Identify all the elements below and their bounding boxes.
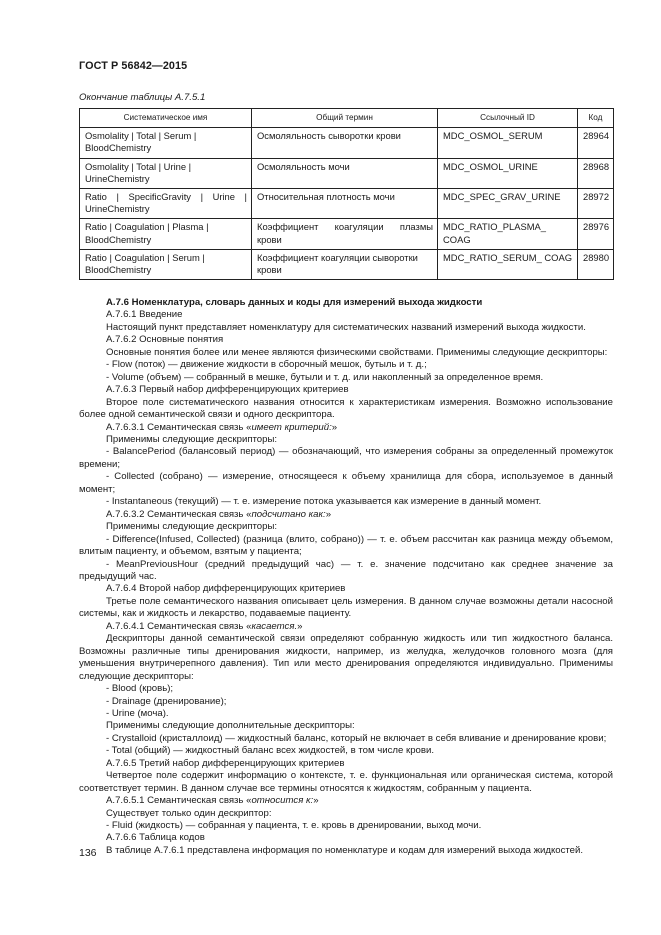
list-item: - Crystalloid (кристаллоид) — жидкостный баланс, который не включает в себя вливание и дренирование крови; [106,732,607,744]
table-cell: Ratio | Coagulation | Plasma | BloodChemistry [80,219,252,249]
list-item: - Total (общий) — жидкостный баланс всех жидкостей, в том числе крови. [106,745,434,757]
column-header: Систематическое имя [80,109,252,128]
table-cell: 28976 [578,219,614,249]
list-item: - Difference(Infused, Collected) (разница (влито, собрано)) — т. е. объем рассчитан как разница между объемом, влитым пациенту, и объемом, взятым у пациента; [79,533,613,558]
table-row [80,249,614,279]
subsection-heading [79,422,613,434]
list-item: - MeanPreviousHour (средний предыдущий час) — т. е. значение подсчитано как среднее значение за предыдущий час. [79,558,613,582]
table-cell: MDC_OSMOL_URINE [438,158,578,188]
table-row [80,219,614,249]
heading-text: » [297,620,303,632]
list-item: - Collected (собрано) — измерение, относящееся к объему хранилища для сбора, используемое в данный момент; [79,471,613,495]
body-text [79,297,613,857]
relation-name: касается. [251,620,298,632]
subsection-heading: А.7.6.5 Третий набор дифференцирующих критериев [106,757,345,769]
heading-text: » [331,421,338,433]
table-row [80,158,614,188]
subsection-heading: А.7.6.6 Таблица кодов [106,832,205,844]
table-cell: 28980 [578,249,614,279]
table-cell: 28968 [578,158,614,188]
codes-table [79,108,614,280]
table-caption: Окончание таблицы А.7.5.1 [79,92,206,103]
subsection-heading [79,795,613,807]
column-header: Ссылочный ID [438,109,578,128]
list-item: - Drainage (дренирование); [106,695,227,707]
column-header: Код [578,109,614,128]
table-row [80,128,614,158]
table-cell: Osmolality | Total | Serum | BloodChemistry [80,128,252,158]
document-header: ГОСТ Р 56842—2015 [79,60,188,72]
table-row [80,189,614,219]
list-item: - Flow (поток) — движение жидкости в сборочный мешок, бутыль и т. д.; [106,359,427,371]
paragraph: Третье поле семантического названия описывает цель измерения. В данном случае возможны детали насосной системы, как и жидкость и лекарство, подаваемые пациенту. [79,595,613,620]
table-cell: 28972 [578,189,614,219]
list-item: - Volume (объем) — собранный в мешке, бутыли и т. д. или накопленный за определенное время. [106,371,544,383]
table-cell: 28964 [578,128,614,158]
heading-text: А.7.6.4.1 Семантическая связь « [106,620,252,632]
list-item: - Instantaneous (текущий) — т. е. измерение потока указывается как измерение в данный момент. [106,496,542,508]
table-cell: Ratio | Coagulation | Serum | BloodChemistry [80,249,252,279]
paragraph: Применимы следующие дополнительные дескрипторы: [106,720,355,732]
subsection-heading: А.7.6.4 Второй набор дифференцирующих критериев [106,583,346,595]
paragraph: Дескрипторы данной семантической связи определяют собранную жидкость или тип жидкостного баланса. Возможны различные типы дренирования жидкости, например, из желудка, желудочков головного мозга (для уменьшения внутричерепного давления). Тип или место дренирования определяются индивидуально. Применимы следующие дескрипторы: [79,633,613,682]
paragraph: В таблице А.7.6.1 представлена информация по номенклатуре и кодам для измерений выхода жидкостей. [106,844,584,856]
heading-text: » [325,508,332,520]
relation-name: имеет критерий: [251,421,332,433]
subsection-heading: А.7.6.1 Введение [106,309,183,321]
table-cell: MDC_OSMOL_SERUM [438,128,578,158]
subsection-heading [79,509,613,521]
paragraph: Применимы следующие дескрипторы: [106,521,278,533]
section-heading: А.7.6 Номенклатура, словарь данных и коды для измерений выхода жидкости [106,297,483,308]
paragraph: Основные понятия более или менее являются физическими свойствами. Применимы следующие дескрипторы: [106,346,608,358]
paragraph: Применимы следующие дескрипторы: [106,433,278,445]
paragraph: Настоящий пункт представляет номенклатуру для систематических названий измерений выхода жидкости. [106,321,586,333]
list-item: - Urine (моча). [106,707,169,719]
table-cell: MDC_RATIO_SERUM_ COAG [438,249,578,279]
table-cell: Коэффициент коагуляции плазмы крови [252,219,438,249]
table-cell: Осмоляльность мочи [252,158,438,188]
subsection-heading: А.7.6.2 Основные понятия [106,334,224,346]
table-cell: Osmolality | Total | Urine | UrineChemistry [80,158,252,188]
page-number: 136 [79,847,97,859]
table-cell: MDC_RATIO_PLASMA_ COAG [438,219,578,249]
heading-text: » [313,795,319,807]
table-header-row [80,109,614,128]
subsection-heading [79,621,613,633]
heading-text: А.7.6.3.2 Семантическая связь « [106,508,252,520]
paragraph: Существует только один дескриптор: [106,807,272,819]
table-cell: Коэффициент коагуляции сыворотки крови [252,249,438,279]
list-item: - Blood (кровь); [106,683,174,695]
relation-name: подсчитано как: [251,508,326,520]
table-cell: Ratio | SpecificGravity | Urine | UrineChemistry [80,189,252,219]
table-cell: Относительная плотность мочи [252,189,438,219]
list-item: - Fluid (жидкость) — собранная у пациента, т. е. кровь в дренировании, выход мочи. [106,820,482,832]
heading-text: А.7.6.3.1 Семантическая связь « [106,421,252,433]
list-item: - BalancePeriod (балансовый период) — обозначающий, что измерения собраны за определенный промежуток времени; [79,446,613,470]
paragraph: Второе поле систематического названия относится к характеристикам измерения. Возможно использование более одной семантической связи и одного дескриптора. [79,396,613,421]
paragraph: Четвертое поле содержит информацию о контексте, т. е. функциональная или органическая система, которой соответствует термин. В данном случае все термины относятся к жидкостям, собранным у пациента. [79,770,613,794]
relation-name: относится к: [251,795,314,807]
heading-text: А.7.6.5.1 Семантическая связь « [106,795,252,807]
subsection-heading: А.7.6.3 Первый набор дифференцирующих критериев [106,384,349,396]
table-cell: Осмоляльность сыворотки крови [252,128,438,158]
column-header: Общий термин [252,109,438,128]
table-cell: MDC_SPEC_GRAV_URINE [438,189,578,219]
